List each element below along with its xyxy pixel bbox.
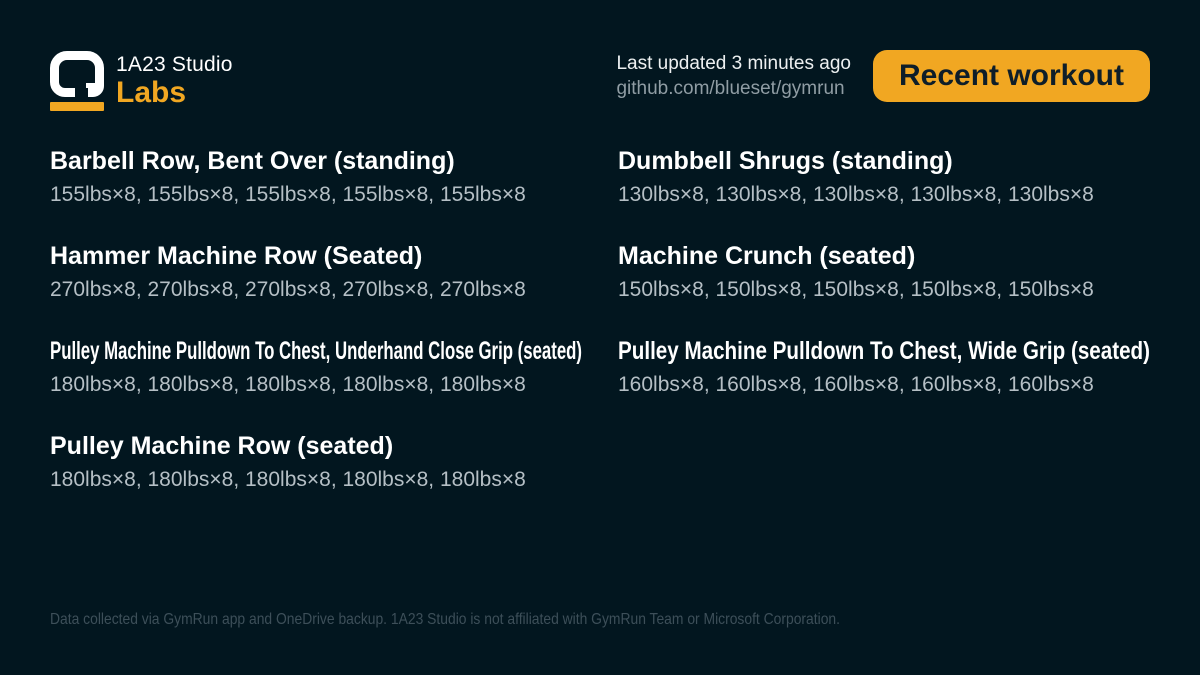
brand: [50, 50, 233, 111]
exercise-name-text: Machine Crunch (seated): [618, 242, 916, 270]
footer-disclaimer-text: Data collected via GymRun app and OneDrive backup. 1A23 Studio is not affiliated with GymRun Team or Microsoft Corporation.: [50, 611, 840, 628]
footer-disclaimer: [50, 611, 840, 629]
exercise-name: [50, 336, 582, 366]
last-updated-text: Last updated 3 minutes ago: [616, 53, 851, 74]
logo-a-gap: [75, 88, 88, 97]
exercise-sets: 150lbs×8, 150lbs×8, 150lbs×8, 150lbs×8, 150lbs×8: [618, 278, 1094, 301]
brand-text: [116, 50, 233, 109]
header-right: [616, 50, 1150, 102]
exercise-sets: 180lbs×8, 180lbs×8, 180lbs×8, 180lbs×8, 180lbs×8: [50, 373, 526, 396]
brand-name: 1A23 Studio: [116, 53, 233, 76]
exercise-entry: [50, 241, 582, 303]
exercise-sets: 130lbs×8, 130lbs×8, 130lbs×8, 130lbs×8, 130lbs×8: [618, 183, 1094, 206]
exercise-entry: [50, 336, 582, 398]
exercise-entry: [618, 241, 1150, 303]
exercise-name: [618, 336, 1150, 366]
exercise-entry: [50, 146, 582, 208]
exercise-entry: [618, 336, 1150, 398]
exercise-name: [618, 146, 1150, 176]
exercise-sets: 180lbs×8, 180lbs×8, 180lbs×8, 180lbs×8, 180lbs×8: [50, 468, 526, 491]
repo-url-link[interactable]: github.com/blueset/gymrun: [616, 78, 845, 99]
header: [50, 50, 1150, 111]
brand-sub-labs: Labs: [116, 76, 187, 109]
exercise-sets: 160lbs×8, 160lbs×8, 160lbs×8, 160lbs×8, 160lbs×8: [618, 373, 1094, 396]
studio-logo-icon: [50, 50, 106, 111]
exercise-entry: [50, 431, 582, 493]
exercise-name-text: Pulley Machine Row (seated): [50, 432, 394, 460]
logo-underline-bar: [50, 102, 104, 111]
exercise-name: [50, 146, 582, 176]
exercise-name: [50, 431, 582, 461]
exercise-name: [50, 241, 582, 271]
exercise-name-text: Hammer Machine Row (Seated): [50, 242, 423, 270]
exercise-name: [618, 241, 1150, 271]
recent-workout-button[interactable]: Recent workout: [873, 50, 1150, 102]
exercise-sets: 155lbs×8, 155lbs×8, 155lbs×8, 155lbs×8, 155lbs×8: [50, 183, 526, 206]
exercise-entry: [618, 146, 1150, 208]
exercise-name-text: Dumbbell Shrugs (standing): [618, 147, 953, 175]
update-info: [616, 51, 851, 101]
exercise-name-text: Pulley Machine Pulldown To Chest, Underhand Close Grip (seated): [50, 337, 582, 365]
exercise-grid: [50, 146, 1150, 493]
exercise-name-text: Barbell Row, Bent Over (standing): [50, 147, 455, 175]
exercise-sets: 270lbs×8, 270lbs×8, 270lbs×8, 270lbs×8, 270lbs×8: [50, 278, 526, 301]
exercise-name-text: Pulley Machine Pulldown To Chest, Wide Grip (seated): [618, 337, 1150, 365]
